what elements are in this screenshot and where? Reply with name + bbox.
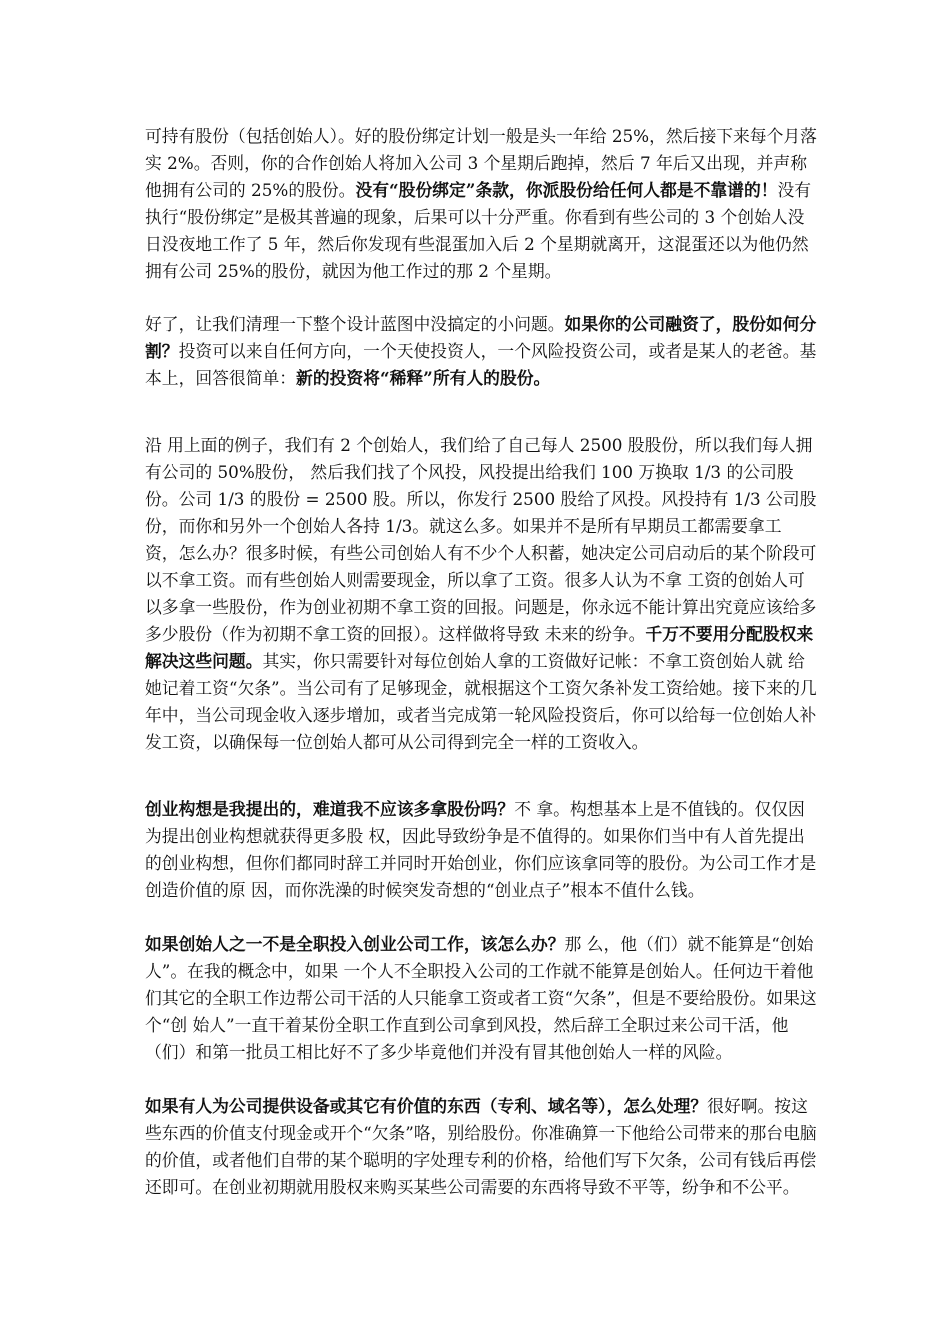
text-run: 很好啊。按这些东西的价值支付现金或开个“欠条”咯，别给股份。你准确算一下他给公司带来的那台电脑的价值，或者他们自带的某个聪明的字处理专利的价格，给他们写下欠条，公司有钱后再偿还即可。在创业初期就用股权来购买某些公司需要的东西将导致不平等，纷争和不公平。 — [145, 1096, 817, 1197]
bold-answer: 新的投资将“稀释”所有人的股份。 — [296, 368, 551, 388]
bold-question: 如果你的公司融资了，股份如何分割？ — [145, 314, 817, 361]
bold-question: 如果创始人之一不是全职投入创业公司工作，该怎么办？ — [145, 934, 565, 954]
text-run: 沿 用上面的例子，我们有 2 个创始人，我们给了自己每人 2500 股股份，所以我们每人拥有公司的 50%股份， 然后我们找了个风投，风投提出给我们 100 万换取 1/3 的公司股份。公司 1/3 的股份 = 2500 股。所以，你发行 2500 股给了风投。风投持有 1/3 公司股份，而你和另外一个创始人各持 1/3。就这么多。如果并不是所有早期员工都需要拿工 资，怎么办？很多时候，有些公司创始人有不少个人积蓄，她决定公司启动后的某个阶段可以不拿工资。而有些创始人则需要现金，所以拿了工资。很多人认为不拿 工资的创始人可以多拿一些股份，作为创业初期不拿工资的回报。问题是，你永远不能计算出究竟应该给多多少股份（作为初期不拿工资的回报）。这样做将导致 未来的纷争。 — [145, 435, 817, 644]
bold-question: 创业构想是我提出的，难道我不应该多拿股份吗？ — [145, 799, 515, 819]
text-run: 那 么，他（们）就不能算是“创始人”。在我的概念中，如果 一个人不全职投入公司的工作就不能算是创始人。任何边干着他们其它的全职工作边帮公司干活的人只能拿工资或者工资“欠条”，但是不要给股份。如果这个“创 始人”一直干着某份全职工作直到公司拿到风投，然后辞工全职过来公司干活，他（们）和第一批员工相比好不了多少毕竟他们并没有冒其他创始人一样的风险。 — [145, 934, 817, 1062]
text-run: 没有执行“股份绑定”是极其普遍的现象，后果可以十分严重。你看到有些公司的 3 个创始人没日没夜地工作了 5 年，然后你发现有些混蛋加入后 2 个星期就离开，这混蛋还以为他仍然拥有公司 25%的股份，就因为他工作过的那 2 个星期。 — [145, 180, 812, 281]
bold-statement: 没有“股份绑定”条款，你派股份给任何人都是不靠谱的！ — [355, 180, 778, 200]
text-run: 不 拿。构想基本上是不值钱的。仅仅因为提出创业构想就获得更多股 权，因此导致纷争是不值得的。如果你们当中有人首先提出的创业构想，但你们都同时辞工并同时开始创业，你们应该拿同等的股份。为公司工作才是创造价值的原 因，而你洗澡的时候突发奇想的“创业点子”根本不值什么钱。 — [145, 799, 817, 900]
paragraph-financing — [145, 311, 820, 392]
paragraph-equipment — [145, 1093, 820, 1201]
paragraph-vesting — [145, 123, 820, 285]
paragraph-example — [145, 432, 820, 756]
paragraph-idea — [145, 796, 820, 904]
bold-statement: 千万不要用分配股权来解决这些问题。 — [145, 624, 814, 671]
text-run: 好了，让我们清理一下整个设计蓝图中没搞定的小问题。 — [145, 314, 565, 334]
text-run: 其实，你只需要针对每位创始人拿的工资做好记帐：不拿工资创始人就 给 她记着工资“欠条”。当公司有了足够现金，就根据这个工资欠条补发工资给她。接下来的几年中，当公司现金收入逐步增加，或者当完成第一轮风险投资后，你可以给每一位创始人补发工资，以确保每一位创始人都可从公司得到完全一样的工资收入。 — [145, 651, 817, 752]
text-run: 可持有股份（包括创始人）。好的股份绑定计划一般是头一年给 25%，然后接下来每个月落实 2%。否则，你的合作创始人将加入公司 3 个星期后跑掉，然后 7 年后又出现，并声称他拥有公司的 25%的股份。 — [145, 126, 817, 200]
bold-question: 如果有人为公司提供设备或其它有价值的东西（专利、域名等），怎么处理？ — [145, 1096, 708, 1116]
text-run: 投资可以来自任何方向，一个天使投资人，一个风险投资公司，或者是某人的老爸。基本上，回答很简单： — [145, 341, 817, 388]
paragraph-fulltime — [145, 931, 820, 1066]
